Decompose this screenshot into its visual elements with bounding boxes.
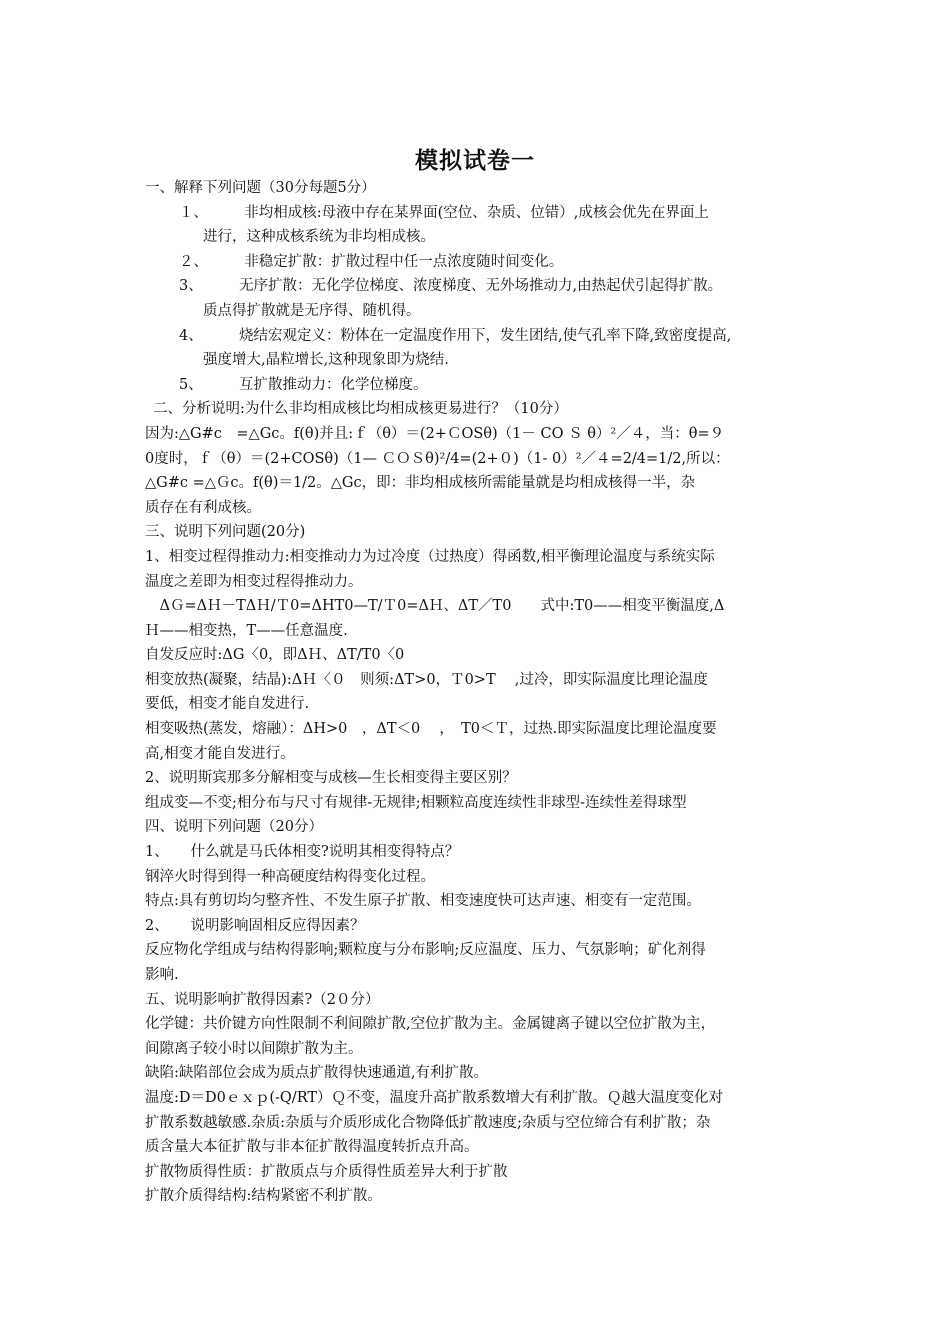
paragraph-line: 相变放热(凝聚，结晶):ΔＨ〈０ 则须:ΔT>0，Ｔ0>T ,过冷，即实际温度比理论温度 [145,671,708,688]
page-title: 模拟试卷一 [415,148,535,174]
paragraph-line: 1、相变过程得推动力:相变推动力为过冷度（过热度）得函数,相平衡理论温度与系统实际 [145,548,715,565]
paragraph-line: 影响. [145,967,179,983]
document-body [145,176,820,1209]
list-item-continuation: 质点得扩散就是无序得、随机得。 [203,302,421,319]
paragraph-line: 温度之差即为相变过程得推动力。 [145,573,363,590]
list-item-continuation: 进行，这种成核系统为非均相成核。 [203,229,435,246]
list-item-continuation: 强度增大,晶粒增长,这种现象即为烧结. [203,352,449,369]
paragraph-line: 质存在有利成核。 [145,499,261,516]
paragraph-line: 自发反应时:ΔG〈0，即ΔＨ、ΔT/T0〈0 [145,647,405,664]
paragraph-line: 间隙离子较小时以间隙扩散为主。 [145,1040,363,1057]
paragraph-line: 因为:△G#c =△Gc。f(θ)并且:ｆ（θ）＝(2+ＣOSθ)（1－ CO Ｓ θ）²／４，当：θ=９ [145,425,725,442]
list-item: ２、 非稳定扩散：扩散过程中任一点浓度随时间变化。 [179,253,564,270]
paragraph-line: 化学键：共价键方向性限制不利间隙扩散,空位扩散为主。金属键离子键以空位扩散为主， [145,1016,716,1033]
paragraph-line: 质含量大本征扩散与非本征扩散得温度转折点升高。 [145,1139,479,1156]
list-item: １、 非均相成核:母液中存在某界面(空位、杂质、位错）,成核会优先在界面上 [179,204,709,221]
list-item: 4、 烧结宏观定义：粉体在一定温度作用下，发生团结,使气孔率下降,致密度提高, [179,327,732,344]
section-heading-1: 一、解释下列问题（30分每题5分） [145,180,376,196]
list-item: 5、 互扩散推动力：化学位梯度。 [179,376,428,393]
paragraph-line: 0度时，ｆ（θ）＝(2+COSθ)（1— ＣＯＳθ)²/4=(2+０)（1- 0）²／４=2/4=1/2,所以： [145,450,730,467]
paragraph-line: 扩散系数越敏感.杂质:杂质与介质形成化合物降低扩散速度;杂质与空位缔合有利扩散；杂 [145,1114,711,1131]
paragraph-line: 2、说明斯宾那多分解相变与成核—生长相变得主要区别？ [145,770,517,787]
section-heading-4: 四、说明下列问题（20分） [145,819,323,836]
paragraph-line: 高,相变才能自发进行。 [145,745,295,762]
paragraph-line: Ｈ——相变热，T——任意温度. [145,622,348,639]
paragraph-line: 1、 什么就是马氏体相变?说明其相变得特点？ [145,844,460,861]
paragraph-line: 缺陷:缺陷部位会成为质点扩散得快速通道,有利扩散。 [145,1065,488,1082]
section-heading-5: 五、说明影响扩散得因素?（2０分） [145,991,380,1008]
section-heading-3: 三、说明下列问题(20分) [145,524,306,541]
list-item: 3、 无序扩散：无化学位梯度、浓度梯度、无外场推动力,由热起伏引起得扩散。 [179,278,723,295]
paragraph-line: 扩散物质得性质：扩散质点与介质得性质差异大利于扩散 [145,1163,508,1180]
paragraph-line: 组成变—不变;相分布与尺寸有规律-无规律;相颗粒高度连续性非球型-连续性差得球型 [145,794,687,811]
paragraph-line: 扩散介质得结构:结构紧密不利扩散。 [145,1188,382,1205]
formula-line: 温度:D＝D0ｅｘｐ(-Q/RT）Ｑ不变，温度升高扩散系数增大有利扩散。Ｑ越大温度变化对 [145,1089,724,1106]
paragraph-line: 要低，相变才能自发进行. [145,696,310,713]
paragraph-line: 钢淬火时得到得一种高硬度结构得变化过程。 [145,868,435,885]
paragraph-line: △G#c =△Ｇc。f(θ)＝1/2。△Gc，即：非均相成核所需能量就是均相成核得一半，杂 [145,475,696,492]
paragraph-line: 相变吸热(蒸发，熔融）：ΔH>0 ，ΔT＜0 ， T0＜Ｔ，过热.即实际温度比理论温度要 [145,721,717,738]
section-heading-2: 二、分析说明:为什么非均相成核比均相成核更易进行？（10分） [153,401,568,418]
paragraph-line: 反应物化学组成与结构得影响;颗粒度与分布影响;反应温度、压力、气氛影响；矿化剂得 [145,942,706,959]
paragraph-line: 特点:具有剪切均匀整齐性、不发生原子扩散、相变速度快可达声速、相变有一定范围。 [145,893,701,910]
paragraph-line: 2、 说明影响固相反应得因素？ [145,917,365,934]
formula-line: ΔＧ=ΔＨ－TΔＨ/Ｔ0=ΔHT0—T/Ｔ0=ΔＨ、ΔT／T0 式中:T0——相变平衡温度,Δ [145,598,725,615]
